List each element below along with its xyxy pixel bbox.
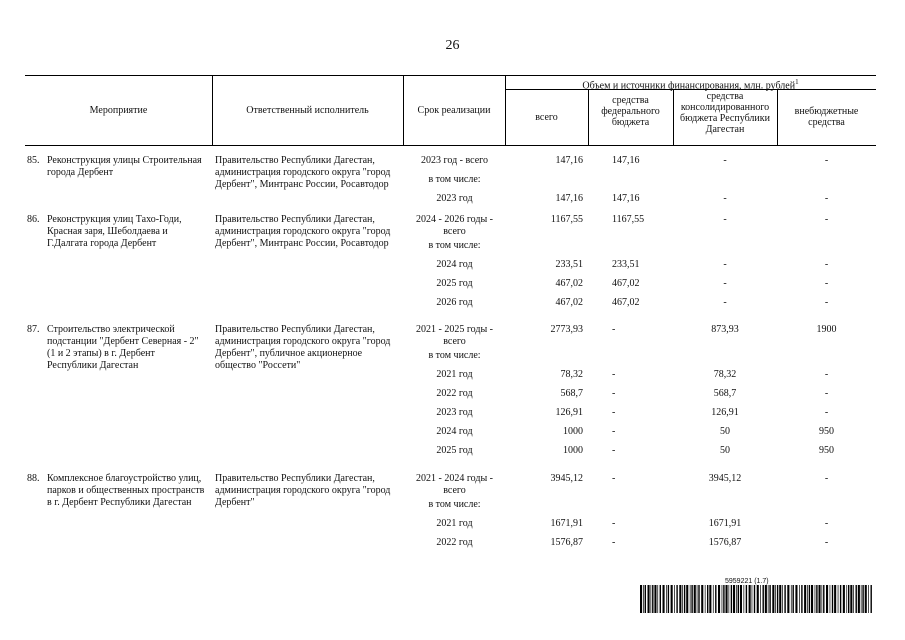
consolidated-cell: - xyxy=(723,297,727,308)
barcode-bar xyxy=(853,585,854,613)
barcode-bar xyxy=(654,585,656,613)
barcode-bar xyxy=(787,585,789,613)
barcode-bar xyxy=(671,585,673,613)
term-cell: 2025 год xyxy=(436,278,473,289)
extrabudget-cell: - xyxy=(824,297,829,308)
barcode xyxy=(640,585,875,613)
header-financing xyxy=(505,77,876,91)
term-cell: 2021 - 2025 годы - всего xyxy=(415,324,494,347)
consolidated-cell: 126,91 xyxy=(711,407,739,418)
total-cell: 147,16 xyxy=(555,193,583,204)
federal-cell: - xyxy=(612,473,616,484)
federal-cell: 467,02 xyxy=(612,278,640,289)
total-cell: 78,32 xyxy=(560,369,583,380)
term-cell: 2024 год xyxy=(436,426,473,437)
barcode-bar xyxy=(784,585,785,613)
header-federal: средства федерального бюджета xyxy=(601,95,660,128)
federal-cell: - xyxy=(612,369,616,380)
barcode-bar xyxy=(752,585,753,613)
barcode-bar xyxy=(840,585,841,613)
extrabudget-cell: - xyxy=(824,193,829,204)
barcode-bar xyxy=(799,585,800,613)
barcode-bar xyxy=(791,585,792,613)
row-number: 86. xyxy=(27,214,40,225)
barcode-bar xyxy=(822,585,823,613)
barcode-bar xyxy=(769,585,770,613)
consolidated-cell: - xyxy=(723,193,727,204)
total-cell: 467,02 xyxy=(555,278,583,289)
barcode-bar xyxy=(868,585,869,613)
barcode-bar xyxy=(645,585,646,613)
extrabudget-cell: - xyxy=(824,537,829,548)
barcode-bar xyxy=(777,585,778,613)
barcode-bar xyxy=(657,585,658,613)
total-cell: 2773,93 xyxy=(550,324,583,335)
term-cell: 2024 - 2026 годы - всего xyxy=(415,214,494,237)
barcode-bar xyxy=(815,585,816,613)
consolidated-cell: - xyxy=(723,278,727,289)
extrabudget-cell: - xyxy=(824,155,829,166)
barcode-bar xyxy=(666,585,667,613)
federal-cell: 147,16 xyxy=(612,155,640,166)
extrabudget-cell: - xyxy=(824,214,829,225)
total-cell: 1000 xyxy=(563,445,583,456)
term-cell: 2021 - 2024 годы - всего xyxy=(415,473,494,496)
extrabudget-cell: - xyxy=(824,278,829,289)
term-cell: 2023 год xyxy=(436,193,473,204)
barcode-bar xyxy=(686,585,688,613)
total-cell: 233,51 xyxy=(555,259,583,270)
measure-name: Комплексное благоустройство улиц, парков и общественных пространств в г. Дербент Республики Дагестан xyxy=(47,473,205,508)
row-number: 85. xyxy=(27,155,40,166)
barcode-bar xyxy=(643,585,644,613)
total-cell: 1000 xyxy=(563,426,583,437)
header-term: Срок реализации xyxy=(417,105,491,116)
barcode-bar xyxy=(819,585,821,613)
federal-cell: - xyxy=(612,426,616,437)
barcode-bar xyxy=(679,585,681,613)
consolidated-cell: 1576,87 xyxy=(708,537,742,548)
term-cell: 2022 год xyxy=(436,388,473,399)
barcode-bar xyxy=(830,585,831,613)
barcode-bar xyxy=(843,585,845,613)
barcode-bar xyxy=(871,585,872,613)
consolidated-cell: - xyxy=(723,259,727,270)
barcode-bar xyxy=(861,585,862,613)
total-cell: 1167,55 xyxy=(550,214,583,225)
measure-name: Реконструкция улицы Строительная города Дербент xyxy=(47,155,202,178)
barcode-bar xyxy=(811,585,813,613)
barcode-bar xyxy=(697,585,698,613)
barcode-bar xyxy=(733,585,735,613)
barcode-bar xyxy=(713,585,714,613)
consolidated-cell: - xyxy=(723,214,727,225)
term-cell: 2021 год xyxy=(436,369,473,380)
consolidated-cell: 50 xyxy=(720,445,730,456)
barcode-bar xyxy=(793,585,794,613)
page-number: 26 xyxy=(445,38,460,53)
term-cell: 2023 год xyxy=(436,407,473,418)
extrabudget-cell: 950 xyxy=(819,426,834,437)
federal-cell: - xyxy=(612,518,616,529)
header-executor: Ответственный исполнитель xyxy=(246,105,369,116)
extrabudget-cell: 1900 xyxy=(816,324,837,335)
barcode-bar xyxy=(862,585,863,613)
barcode-bar xyxy=(846,585,847,613)
barcode-bar xyxy=(782,585,783,613)
federal-cell: - xyxy=(612,324,616,335)
barcode-bar xyxy=(757,585,759,613)
barcode-bar xyxy=(652,585,653,613)
header-measure: Мероприятие xyxy=(89,105,148,116)
extrabudget-cell: - xyxy=(824,473,829,484)
federal-cell: 147,16 xyxy=(612,193,640,204)
barcode-bar xyxy=(668,585,669,613)
executor-name: Правительство Республики Дагестан, администрация городского округа "город Дербент", Минтранс России, Росавтодор xyxy=(215,214,391,249)
barcode-bar xyxy=(746,585,747,613)
consolidated-cell: 3945,12 xyxy=(708,473,742,484)
term-cell: 2023 год - всего xyxy=(421,155,488,166)
barcode-bar xyxy=(856,585,857,613)
barcode-bar xyxy=(674,585,675,613)
executor-name: Правительство Республики Дагестан, администрация городского округа "город Дербент", Минтранс России, Росавтодор xyxy=(215,155,391,190)
consolidated-cell: 873,93 xyxy=(711,324,739,335)
barcode-bar xyxy=(804,585,806,613)
barcode-bar xyxy=(736,585,737,613)
barcode-bar xyxy=(701,585,703,613)
barcode-bar xyxy=(807,585,808,613)
extrabudget-cell: - xyxy=(824,407,829,418)
federal-cell: - xyxy=(612,388,616,399)
barcode-bar xyxy=(726,585,728,613)
barcode-bar xyxy=(722,585,723,613)
federal-cell: - xyxy=(612,445,616,456)
barcode-bar xyxy=(651,585,652,613)
barcode-bar xyxy=(832,585,833,613)
barcode-bar xyxy=(663,585,665,613)
barcode-bar xyxy=(715,585,716,613)
total-cell: 1671,91 xyxy=(550,518,583,529)
measure-name: Строительство электрической подстанции "Дербент Северная - 2" (1 и 2 этапы) в г. Дербент Республики Дагестан xyxy=(47,324,199,371)
consolidated-cell: 1671,91 xyxy=(708,518,742,529)
federal-cell: - xyxy=(612,407,616,418)
extrabudget-cell: - xyxy=(824,369,829,380)
barcode-bar xyxy=(723,585,724,613)
total-cell: 1576,87 xyxy=(550,537,583,548)
extrabudget-cell: - xyxy=(824,259,829,270)
consolidated-cell: 50 xyxy=(720,426,730,437)
federal-cell: - xyxy=(612,537,616,548)
barcode-bar xyxy=(691,585,692,613)
federal-cell: 1167,55 xyxy=(612,214,645,225)
footnote-marker: 1 xyxy=(795,78,799,86)
barcode-bar xyxy=(676,585,677,613)
term-cell: в том числе: xyxy=(428,350,481,361)
executor-name: Правительство Республики Дагестан, администрация городского округа "город Дербент" xyxy=(215,473,391,508)
barcode-bar xyxy=(709,585,711,613)
term-cell: в том числе: xyxy=(428,499,481,510)
barcode-bar xyxy=(826,585,828,613)
consolidated-cell: 568,7 xyxy=(713,388,737,399)
extrabudget-cell: - xyxy=(824,388,829,399)
barcode-bar xyxy=(660,585,661,613)
barcode-bar xyxy=(775,585,776,613)
header-extrabudget: внебюджетные средства xyxy=(794,106,859,128)
barcode-code: 5959221 (1.7) xyxy=(725,578,769,585)
term-cell: в том числе: xyxy=(428,240,481,251)
term-cell: 2025 год xyxy=(436,445,473,456)
barcode-bar xyxy=(648,585,650,613)
barcode-bar xyxy=(795,585,797,613)
barcode-bar xyxy=(690,585,691,613)
barcode-bar xyxy=(809,585,810,613)
barcode-bar xyxy=(838,585,839,613)
term-cell: 2022 год xyxy=(436,537,473,548)
total-cell: 126,91 xyxy=(555,407,583,418)
measure-name: Реконструкция улиц Тахо-Годи, Красная заря, Шеболдаева и Г.Далгата города Дербент xyxy=(47,214,182,249)
row-number: 87. xyxy=(27,324,40,335)
total-cell: 147,16 xyxy=(555,155,583,166)
header-financing-label: Объем и источники финансирования, млн. рублей xyxy=(582,80,796,92)
barcode-bar xyxy=(816,585,817,613)
barcode-bar xyxy=(763,585,764,613)
barcode-bar xyxy=(801,585,802,613)
header-bottom-rule xyxy=(25,145,876,146)
barcode-bar xyxy=(768,585,769,613)
barcode-bar xyxy=(765,585,767,613)
extrabudget-cell: - xyxy=(824,518,829,529)
barcode-bar xyxy=(850,585,852,613)
term-cell: в том числе: xyxy=(428,174,481,185)
total-cell: 467,02 xyxy=(555,297,583,308)
barcode-bar xyxy=(705,585,706,613)
barcode-bar xyxy=(684,585,685,613)
barcode-bar xyxy=(848,585,849,613)
total-cell: 3945,12 xyxy=(550,473,583,484)
consolidated-cell: 78,32 xyxy=(713,369,737,380)
extrabudget-cell: 950 xyxy=(819,445,834,456)
barcode-bar xyxy=(698,585,699,613)
barcode-bar xyxy=(738,585,739,613)
barcode-bar xyxy=(640,585,642,613)
federal-cell: 467,02 xyxy=(612,297,640,308)
term-cell: 2024 год xyxy=(436,259,473,270)
barcode-bar xyxy=(834,585,836,613)
barcode-bar xyxy=(718,585,720,613)
consolidated-cell: - xyxy=(723,155,727,166)
barcode-bar xyxy=(729,585,730,613)
term-cell: 2026 год xyxy=(436,297,473,308)
barcode-bar xyxy=(682,585,683,613)
executor-name: Правительство Республики Дагестан, администрация городского округа "город Дербент", публичное акционерное общество "Россети" xyxy=(215,324,391,371)
barcode-bar xyxy=(731,585,732,613)
barcode-bar xyxy=(707,585,708,613)
barcode-bar xyxy=(754,585,755,613)
barcode-bar xyxy=(760,585,761,613)
barcode-bar xyxy=(823,585,824,613)
total-cell: 568,7 xyxy=(560,388,583,399)
header-top-rule xyxy=(25,75,876,76)
barcode-bar xyxy=(744,585,745,613)
barcode-bar xyxy=(772,585,774,613)
barcode-bar xyxy=(858,585,860,613)
barcode-bar xyxy=(865,585,867,613)
header-consolidated: средства консолидированного бюджета Республики Дагестан xyxy=(680,91,770,135)
barcode-bar xyxy=(694,585,696,613)
term-cell: 2021 год xyxy=(436,518,473,529)
barcode-bar xyxy=(749,585,751,613)
federal-cell: 233,51 xyxy=(612,259,640,270)
barcode-bar xyxy=(740,585,742,613)
header-total: всего xyxy=(535,112,558,123)
row-number: 88. xyxy=(27,473,40,484)
barcode-bar xyxy=(779,585,781,613)
